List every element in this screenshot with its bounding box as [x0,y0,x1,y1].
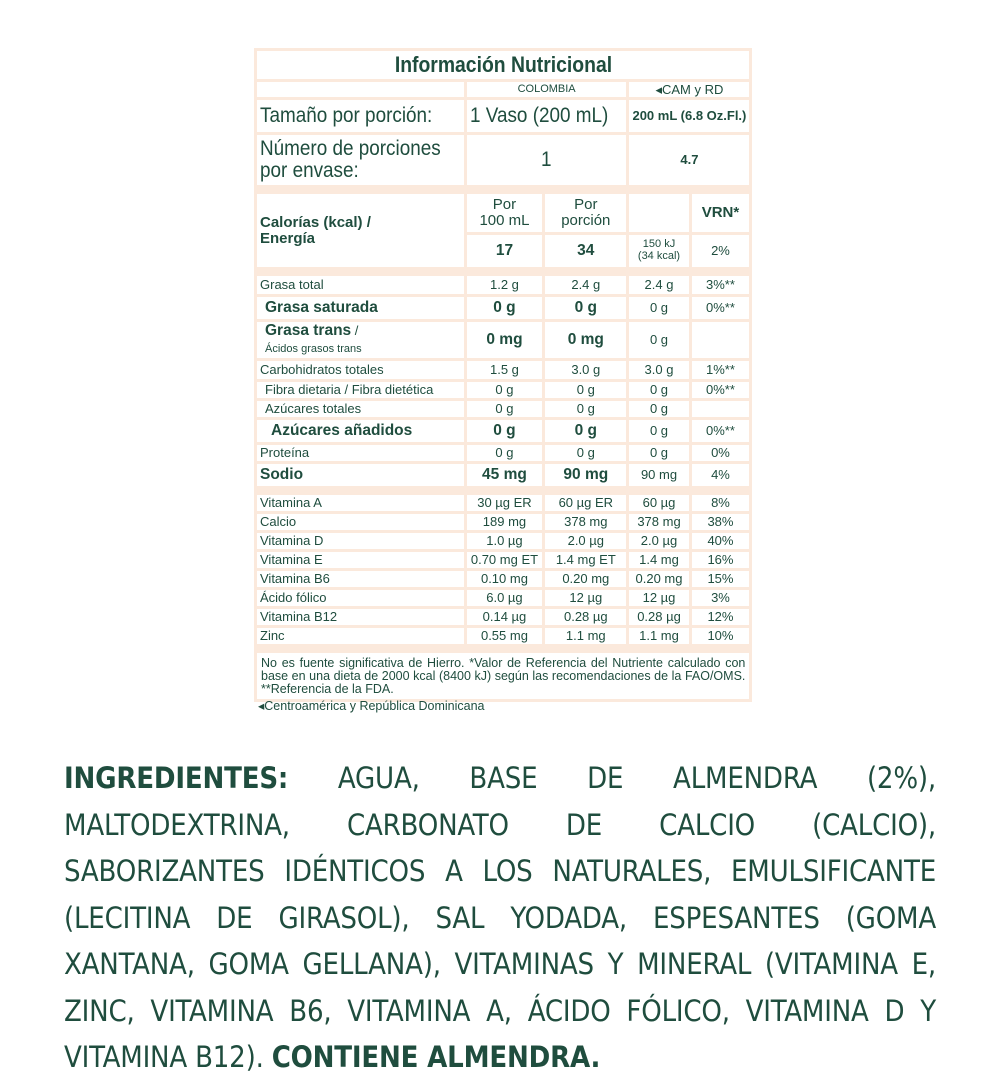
nutrition-facts-panel [254,48,746,702]
table-row: Azúcares añadidos 0 g 0 g 0 g 0%** [257,420,749,442]
table-row: Grasa total 1.2 g 2.4 g 2.4 g 3%** [257,276,749,294]
portions-label: Número de porciones por envase: [257,135,464,185]
calories-vrn: 2% [692,235,750,267]
calories-cam: 150 kJ (34 kcal) [629,235,688,267]
table-row: Vitamina B6 0.10 mg 0.20 mg 0.20 mg 15% [257,571,749,587]
table-row: Vitamina A 30 µg ER 60 µg ER 60 µg 8% [257,495,749,511]
footnote: ◂Centroamérica y República Dominicana [258,699,485,713]
table-row: Vitamina B12 0.14 µg 0.28 µg 0.28 µg 12% [257,609,749,625]
table-row: Sodio 45 mg 90 mg 90 mg 4% [257,464,749,486]
ingredients-text: AGUA, BASE DE ALMENDRA (2%), MALTODEXTRINA, CARBONATO DE CALCIO (CALCIO), SABORIZANTES IDÉNTICOS A LOS NATURALES, EMULSIFICANTE (LECITINA DE GIRASOL), SAL YODADA, ESPESANTES (GOMA XANTANA, GOMA GELLANA), VITAMINAS Y MINERAL (VITAMINA E, ZINC, VITAMINA B6, VITAMINA A, ÁCIDO FÓLICO, VITAMINA D Y VITAMINA B12). [64,761,936,1074]
calories-per-100ml: 17 [467,235,542,267]
table-row: Carbohidratos totales 1.5 g 3.0 g 3.0 g 1%** [257,361,749,379]
header-per-100ml: Por 100 mL [467,194,542,232]
nutrition-table [254,48,752,702]
table-row: Zinc 0.55 mg 1.1 mg 1.1 mg 10% [257,628,749,644]
header-per-portion: Por porción [545,194,626,232]
serving-size-colombia: 1 Vaso (200 mL) [467,100,627,132]
serving-size-label: Tamaño por porción: [257,100,464,132]
table-title: Información Nutricional [394,52,612,78]
table-row: Vitamina D 1.0 µg 2.0 µg 2.0 µg 40% [257,533,749,549]
table-row: Vitamina E 0.70 mg ET 1.4 mg ET 1.4 mg 16% [257,552,749,568]
header-vrn: VRN* [692,194,750,232]
portions-cam: 4.7 [629,135,749,185]
table-row: Azúcares totales 0 g 0 g 0 g [257,401,749,417]
col-colombia-header: COLOMBIA [467,82,627,97]
calories-label: Calorías (kcal) / Energía [257,194,464,267]
table-note: No es fuente significativa de Hierro. *Valor de Referencia del Nutriente calculado con base en una dieta de 2000 kcal (8400 kJ) según las recomendaciones de la FAO/OMS. **Referencia de la FDA. [257,653,749,699]
calories-per-portion: 34 [545,235,626,267]
table-row: Ácido fólico 6.0 µg 12 µg 12 µg 3% [257,590,749,606]
serving-size-cam: 200 mL (6.8 Oz.Fl.) [629,100,749,132]
table-row: Grasa saturada 0 g 0 g 0 g 0%** [257,297,749,319]
col-cam-header: ◂CAM y RD [629,82,749,97]
allergen-warning: CONTIENE ALMENDRA. [271,1040,601,1074]
portions-colombia: 1 [467,135,627,185]
ingredients-block [64,755,936,1081]
ingredients-label: INGREDIENTES: [64,761,289,795]
table-row: Fibra dietaria / Fibra dietética 0 g 0 g 0 g 0%** [257,382,749,398]
table-row: Grasa trans / Ácidos grasos trans 0 mg 0 mg 0 g [257,322,749,358]
table-row: Calcio 189 mg 378 mg 378 mg 38% [257,514,749,530]
table-title-cell [257,51,749,79]
table-row: Proteína 0 g 0 g 0 g 0% [257,445,749,461]
